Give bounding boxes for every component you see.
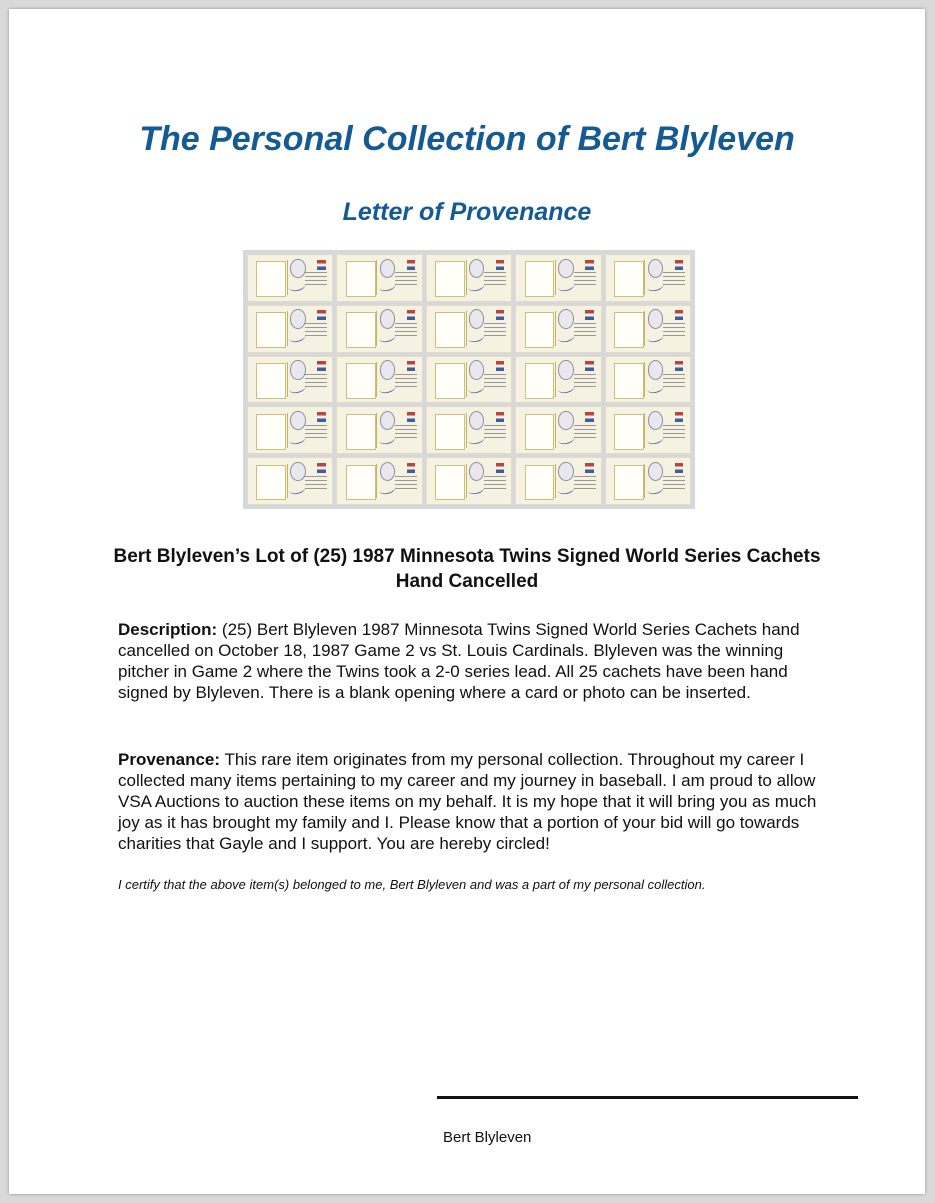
cachet-logo xyxy=(558,309,574,328)
cachet-text-lines xyxy=(574,272,596,288)
cachet-edge xyxy=(555,362,556,397)
cachet-edge xyxy=(287,464,288,499)
cachet-logo xyxy=(558,360,574,379)
signature-line xyxy=(437,1096,858,1099)
cachet-envelope xyxy=(515,254,601,302)
cachet-text-lines xyxy=(484,374,506,390)
cachet-stamp xyxy=(585,412,593,422)
cachet-window xyxy=(435,363,465,399)
cachet-edge xyxy=(555,413,556,448)
cachet-logo xyxy=(648,259,664,278)
cachet-sig xyxy=(378,279,396,292)
cachet-text-lines xyxy=(305,323,327,339)
cachet-sig xyxy=(557,482,575,495)
cachet-envelope xyxy=(515,457,601,505)
cachet-text-lines xyxy=(574,323,596,339)
cachet-window xyxy=(256,414,286,450)
cachet-stamp xyxy=(496,463,504,473)
cachet-logo xyxy=(290,462,306,481)
cachet-stamp xyxy=(407,260,415,270)
cachet-text-lines xyxy=(305,425,327,441)
cachet-edge xyxy=(376,311,377,346)
cachet-window xyxy=(256,312,286,348)
description-text: (25) Bert Blyleven 1987 Minnesota Twins Signed World Series Cachets hand cancelled on October 18, 1987 Game 2 vs St. Louis Cardinals. Blyleven was the winning pitcher in Game 2 where the Twins took a 2-0 series lead. All 25 cachets have been hand signed by Blyleven. There is a blank opening where a card or photo can be inserted. xyxy=(118,620,800,702)
cachet-sig xyxy=(289,381,307,394)
cachet-window xyxy=(614,363,644,399)
cachet-sig xyxy=(378,431,396,444)
cachet-logo xyxy=(380,360,396,379)
cachet-window xyxy=(525,414,555,450)
cachet-sig xyxy=(646,330,664,343)
cachet-sig xyxy=(289,279,307,292)
cachet-sig xyxy=(467,431,485,444)
cachet-logo xyxy=(380,411,396,430)
cachet-stamp xyxy=(407,412,415,422)
cachet-envelope xyxy=(605,356,691,404)
cachet-sig xyxy=(378,482,396,495)
cachet-envelope xyxy=(605,457,691,505)
cachet-window xyxy=(256,261,286,297)
cachet-stamp xyxy=(585,310,593,320)
cachet-sig xyxy=(467,482,485,495)
cachet-window xyxy=(435,465,465,501)
cachet-text-lines xyxy=(395,425,417,441)
cachet-text-lines xyxy=(484,476,506,492)
cachet-text-lines xyxy=(305,476,327,492)
cachet-stamp xyxy=(675,412,683,422)
cachet-stamp xyxy=(317,361,325,371)
cachet-sig xyxy=(646,279,664,292)
cachet-edge xyxy=(555,464,556,499)
description-label: Description: xyxy=(118,620,218,639)
cachet-logo xyxy=(469,309,485,328)
cachet-envelope xyxy=(336,457,422,505)
cachet-stamp xyxy=(317,412,325,422)
cachet-logo xyxy=(648,411,664,430)
cachets-photo xyxy=(243,250,695,509)
cachet-sig xyxy=(646,482,664,495)
cachet-edge xyxy=(376,464,377,499)
cachet-logo xyxy=(290,259,306,278)
cachet-logo xyxy=(469,462,485,481)
cachet-envelope xyxy=(336,406,422,454)
cachet-edge xyxy=(644,311,645,346)
cachet-logo xyxy=(380,462,396,481)
cachet-window xyxy=(525,363,555,399)
cachet-edge xyxy=(644,413,645,448)
cachet-stamp xyxy=(675,361,683,371)
cachet-window xyxy=(614,414,644,450)
cachet-text-lines xyxy=(484,323,506,339)
cachet-text-lines xyxy=(305,272,327,288)
cachet-sig xyxy=(467,279,485,292)
cachet-envelope xyxy=(247,254,333,302)
cachet-edge xyxy=(287,311,288,346)
cachet-text-lines xyxy=(574,476,596,492)
cachet-edge xyxy=(376,362,377,397)
cachet-sig xyxy=(557,279,575,292)
cachet-envelope xyxy=(605,305,691,353)
cachet-logo xyxy=(469,360,485,379)
certification-statement: I certify that the above item(s) belonged to me, Bert Blyleven and was a part of my personal collection. xyxy=(118,877,706,892)
cachet-envelope xyxy=(426,406,512,454)
cachet-logo xyxy=(380,309,396,328)
cachet-envelope xyxy=(247,406,333,454)
cachet-text-lines xyxy=(574,425,596,441)
cachet-envelope xyxy=(605,406,691,454)
cachet-stamp xyxy=(407,361,415,371)
cachet-sig xyxy=(289,330,307,343)
cachet-logo xyxy=(290,309,306,328)
cachet-stamp xyxy=(407,463,415,473)
cachet-stamp xyxy=(317,310,325,320)
cachet-window xyxy=(614,261,644,297)
cachet-sig xyxy=(289,482,307,495)
cachet-text-lines xyxy=(395,272,417,288)
description-paragraph xyxy=(118,619,833,703)
cachet-envelope xyxy=(605,254,691,302)
cachet-envelope xyxy=(426,356,512,404)
cachet-text-lines xyxy=(484,425,506,441)
cachet-logo xyxy=(290,411,306,430)
cachet-window xyxy=(346,414,376,450)
cachet-edge xyxy=(466,362,467,397)
cachet-window xyxy=(435,261,465,297)
cachet-envelope xyxy=(515,356,601,404)
cachet-envelope xyxy=(515,406,601,454)
cachet-edge xyxy=(466,464,467,499)
cachet-window xyxy=(614,465,644,501)
cachet-edge xyxy=(644,362,645,397)
cachet-stamp xyxy=(496,260,504,270)
cachet-stamp xyxy=(585,361,593,371)
cachet-window xyxy=(346,363,376,399)
cachet-logo xyxy=(380,259,396,278)
cachet-logo xyxy=(558,462,574,481)
cachet-edge xyxy=(287,413,288,448)
cachet-edge xyxy=(555,260,556,295)
cachet-text-lines xyxy=(574,374,596,390)
cachet-sig xyxy=(557,330,575,343)
cachet-text-lines xyxy=(663,476,685,492)
cachet-text-lines xyxy=(305,374,327,390)
cachet-window xyxy=(346,312,376,348)
document-page xyxy=(9,9,925,1194)
cachet-window xyxy=(525,312,555,348)
cachet-sig xyxy=(646,431,664,444)
cachet-text-lines xyxy=(395,323,417,339)
cachet-sig xyxy=(289,431,307,444)
cachet-logo xyxy=(648,462,664,481)
cachet-logo xyxy=(469,259,485,278)
provenance-paragraph xyxy=(118,749,833,854)
cachet-window xyxy=(346,261,376,297)
cachet-stamp xyxy=(496,310,504,320)
cachet-envelope xyxy=(336,305,422,353)
cachet-logo xyxy=(469,411,485,430)
cachet-sig xyxy=(646,381,664,394)
cachet-window xyxy=(256,363,286,399)
cachet-stamp xyxy=(675,310,683,320)
cachet-sig xyxy=(378,330,396,343)
cachet-edge xyxy=(466,260,467,295)
cachet-sig xyxy=(467,330,485,343)
cachet-text-lines xyxy=(395,374,417,390)
provenance-text: This rare item originates from my personal collection. Throughout my career I collected many items pertaining to my career and my journey in baseball. I am proud to allow VSA Auctions to auction these items on my behalf. It is my hope that it will bring you as much joy as it has brought my family and I. Please know that a portion of your bid will go towards charities that Gayle and I support. You are hereby circled! xyxy=(118,750,817,853)
cachet-logo xyxy=(648,360,664,379)
cachet-window xyxy=(525,261,555,297)
cachet-edge xyxy=(376,260,377,295)
cachet-logo xyxy=(648,309,664,328)
cachet-logo xyxy=(558,259,574,278)
cachet-envelope xyxy=(247,457,333,505)
cachet-logo xyxy=(558,411,574,430)
provenance-label: Provenance: xyxy=(118,750,221,769)
cachet-text-lines xyxy=(395,476,417,492)
cachet-window xyxy=(435,414,465,450)
cachet-stamp xyxy=(675,260,683,270)
cachet-text-lines xyxy=(484,272,506,288)
cachet-envelope xyxy=(336,254,422,302)
signature-name: Bert Blyleven xyxy=(443,1129,532,1146)
cachet-window xyxy=(435,312,465,348)
cachet-text-lines xyxy=(663,374,685,390)
page-subtitle: Letter of Provenance xyxy=(342,198,592,226)
cachet-envelope xyxy=(515,305,601,353)
cachet-text-lines xyxy=(663,323,685,339)
cachet-edge xyxy=(466,311,467,346)
cachet-stamp xyxy=(496,361,504,371)
cachet-edge xyxy=(287,260,288,295)
cachet-stamp xyxy=(407,310,415,320)
cachet-envelope xyxy=(247,356,333,404)
page-title: The Personal Collection of Bert Blyleven xyxy=(139,120,795,158)
cachet-envelope xyxy=(426,254,512,302)
cachet-envelope xyxy=(336,356,422,404)
cachet-edge xyxy=(644,260,645,295)
cachet-stamp xyxy=(317,260,325,270)
cachet-sig xyxy=(467,381,485,394)
cachet-edge xyxy=(644,464,645,499)
cachet-edge xyxy=(555,311,556,346)
cachet-stamp xyxy=(317,463,325,473)
cachet-window xyxy=(614,312,644,348)
cachet-edge xyxy=(287,362,288,397)
cachet-stamp xyxy=(585,463,593,473)
cachet-envelope xyxy=(247,305,333,353)
cachet-window xyxy=(346,465,376,501)
cachet-edge xyxy=(376,413,377,448)
cachet-text-lines xyxy=(663,272,685,288)
cachet-window xyxy=(256,465,286,501)
cachet-stamp xyxy=(675,463,683,473)
cachet-stamp xyxy=(496,412,504,422)
cachet-stamp xyxy=(585,260,593,270)
cachet-logo xyxy=(290,360,306,379)
cachet-window xyxy=(525,465,555,501)
cachet-edge xyxy=(466,413,467,448)
cachet-text-lines xyxy=(663,425,685,441)
cachet-envelope xyxy=(426,457,512,505)
item-title: Bert Blyleven’s Lot of (25) 1987 Minnesota Twins Signed World Series Cachets Hand Cancelled xyxy=(113,546,821,592)
cachet-envelope xyxy=(426,305,512,353)
cachet-sig xyxy=(557,381,575,394)
cachet-sig xyxy=(378,381,396,394)
cachet-sig xyxy=(557,431,575,444)
